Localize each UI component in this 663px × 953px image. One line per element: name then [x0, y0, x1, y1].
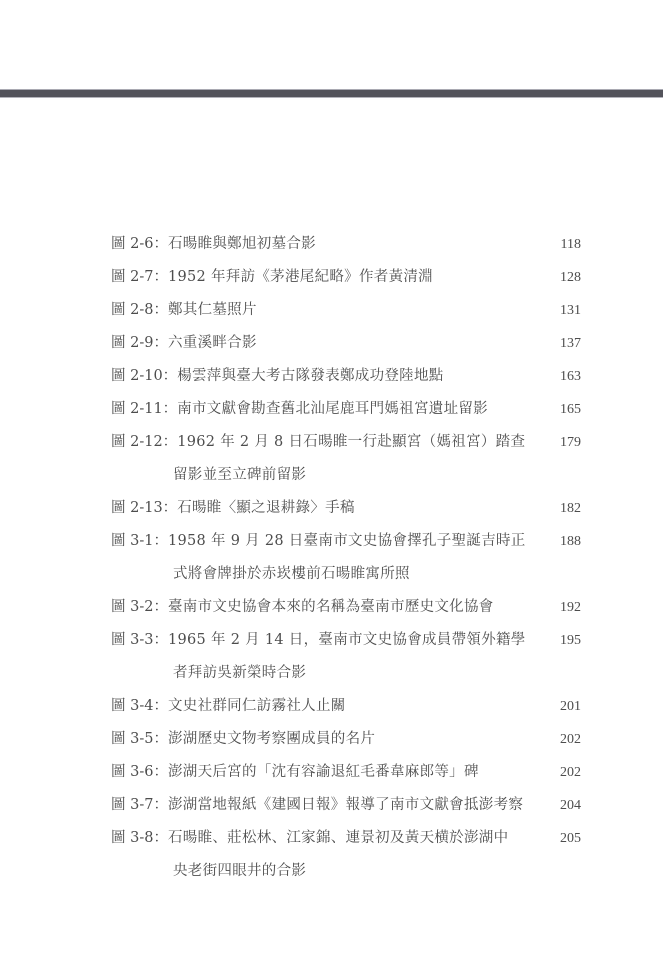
figure-title-continuation: 留影並至立碑前留影: [173, 467, 307, 483]
figure-title: 南市文獻會勘查舊北汕尾鹿耳門媽祖宮遺址留影: [177, 401, 488, 417]
page-number: 118: [560, 237, 581, 252]
figure-entry-row: [111, 756, 581, 789]
figure-title: 臺南市文史協會本來的名稱為臺南市歷史文化協會: [167, 599, 494, 615]
figure-entry[interactable]: [111, 690, 581, 723]
figure-title: 1965 年 2 月 14 日，臺南市文史協會成員帶領外籍學: [167, 632, 526, 648]
figure-entry[interactable]: [111, 822, 581, 888]
figure-title: 1958 年 9 月 28 日臺南市文史協會擇孔子聖誕吉時正: [167, 533, 526, 549]
figure-entry-row: [111, 789, 581, 822]
figure-entry-row: [111, 360, 581, 393]
figure-entry[interactable]: [111, 525, 581, 591]
figure-title-continuation: 式將會牌掛於赤崁樓前石暘睢寓所照: [173, 566, 410, 582]
page-number: 182: [560, 501, 581, 516]
figure-title-continuation: 者拜訪吳新榮時合影: [173, 665, 307, 681]
figure-entry[interactable]: [111, 789, 581, 822]
figure-title: 文史社群同仁訪霧社人止關: [167, 698, 346, 714]
figure-entry[interactable]: [111, 492, 581, 525]
figure-title: 石暘睢、莊松林、江家錦、連景初及黃天横於澎湖中: [167, 830, 509, 846]
figure-title: 鄭其仁墓照片: [167, 302, 257, 318]
figure-number: 圖 3-5：: [111, 731, 168, 747]
page-number: 205: [560, 831, 581, 846]
figure-entry-row: [111, 393, 581, 426]
figure-entry-row: [111, 591, 581, 624]
figure-number: 圖 3-3：: [111, 632, 168, 648]
figure-entry-row: [111, 624, 581, 657]
figure-entry[interactable]: [111, 756, 581, 789]
figure-entry-row: [111, 690, 581, 723]
figure-entry[interactable]: [111, 261, 581, 294]
header-rule: [0, 89, 663, 98]
figure-number: 圖 3-6：: [111, 764, 168, 780]
figure-title: 石暘睢與鄭旭初墓合影: [167, 236, 316, 252]
page-number: 188: [560, 534, 581, 549]
figure-entry[interactable]: [111, 591, 581, 624]
figure-entry[interactable]: [111, 393, 581, 426]
figure-number: 圖 3-1：: [111, 533, 168, 549]
figure-number: 圖 3-4：: [111, 698, 168, 714]
figure-entry-row: [111, 822, 581, 855]
figure-number: 圖 2-10：: [111, 368, 178, 384]
figure-title: 1962 年 2 月 8 日石暘睢一行赴顯宮（媽祖宮）踏查: [177, 434, 526, 450]
figure-number: 圖 2-11：: [111, 401, 178, 417]
figure-title: 澎湖當地報紙《建國日報》報導了南市文獻會抵澎考察: [167, 797, 524, 813]
figure-entry-row: [111, 327, 581, 360]
figure-number: 圖 2-7：: [111, 269, 168, 285]
page-number: 163: [560, 369, 581, 384]
figure-number: 圖 2-6：: [111, 236, 168, 252]
figure-number: 圖 3-2：: [111, 599, 168, 615]
page-number: 179: [560, 435, 581, 450]
figure-list: [111, 228, 581, 888]
figure-number: 圖 2-13：: [111, 500, 178, 516]
figure-number: 圖 2-9：: [111, 335, 168, 351]
page-number: 192: [560, 600, 581, 615]
figure-entry[interactable]: [111, 426, 581, 492]
page-number: 204: [560, 798, 581, 813]
figure-title: 澎湖天后宮的「沈有容諭退紅毛番韋麻郎等」碑: [167, 764, 479, 780]
page-number: 202: [560, 732, 581, 747]
page-number: 195: [560, 633, 581, 648]
page-number: 201: [560, 699, 581, 714]
figure-entry-row: [111, 426, 581, 459]
figure-entry-row: [111, 723, 581, 756]
figure-entry-row: [111, 294, 581, 327]
page-number: 131: [560, 303, 581, 318]
page-number: 202: [560, 765, 581, 780]
figure-number: 圖 3-8：: [111, 830, 168, 846]
figure-title: 六重溪畔合影: [167, 335, 257, 351]
figure-number: 圖 2-8：: [111, 302, 168, 318]
page-number: 137: [560, 336, 581, 351]
figure-entry-row: [111, 261, 581, 294]
figure-entry[interactable]: [111, 360, 581, 393]
figure-title: 石暘睢〈顯之退耕錄〉手稿: [177, 500, 355, 516]
figure-entry[interactable]: [111, 228, 581, 261]
figure-number: 圖 2-12：: [111, 434, 178, 450]
figure-entry-row: [111, 228, 581, 261]
figure-title: 楊雲萍與臺大考古隊發表鄭成功登陸地點: [177, 368, 444, 384]
figure-title: 澎湖歷史文物考察團成員的名片: [167, 731, 376, 747]
figure-title-continuation: 央老街四眼井的合影: [173, 863, 307, 879]
figure-entry-row: [111, 492, 581, 525]
figure-entry[interactable]: [111, 624, 581, 690]
figure-entry[interactable]: [111, 294, 581, 327]
page-number: 165: [560, 402, 581, 417]
figure-title: 1952 年拜訪《茅港尾紀略》作者黃清淵: [167, 269, 433, 285]
page-number: 128: [560, 270, 581, 285]
figure-entry[interactable]: [111, 723, 581, 756]
figure-entry[interactable]: [111, 327, 581, 360]
figure-entry-row: [111, 525, 581, 558]
figure-number: 圖 3-7：: [111, 797, 168, 813]
